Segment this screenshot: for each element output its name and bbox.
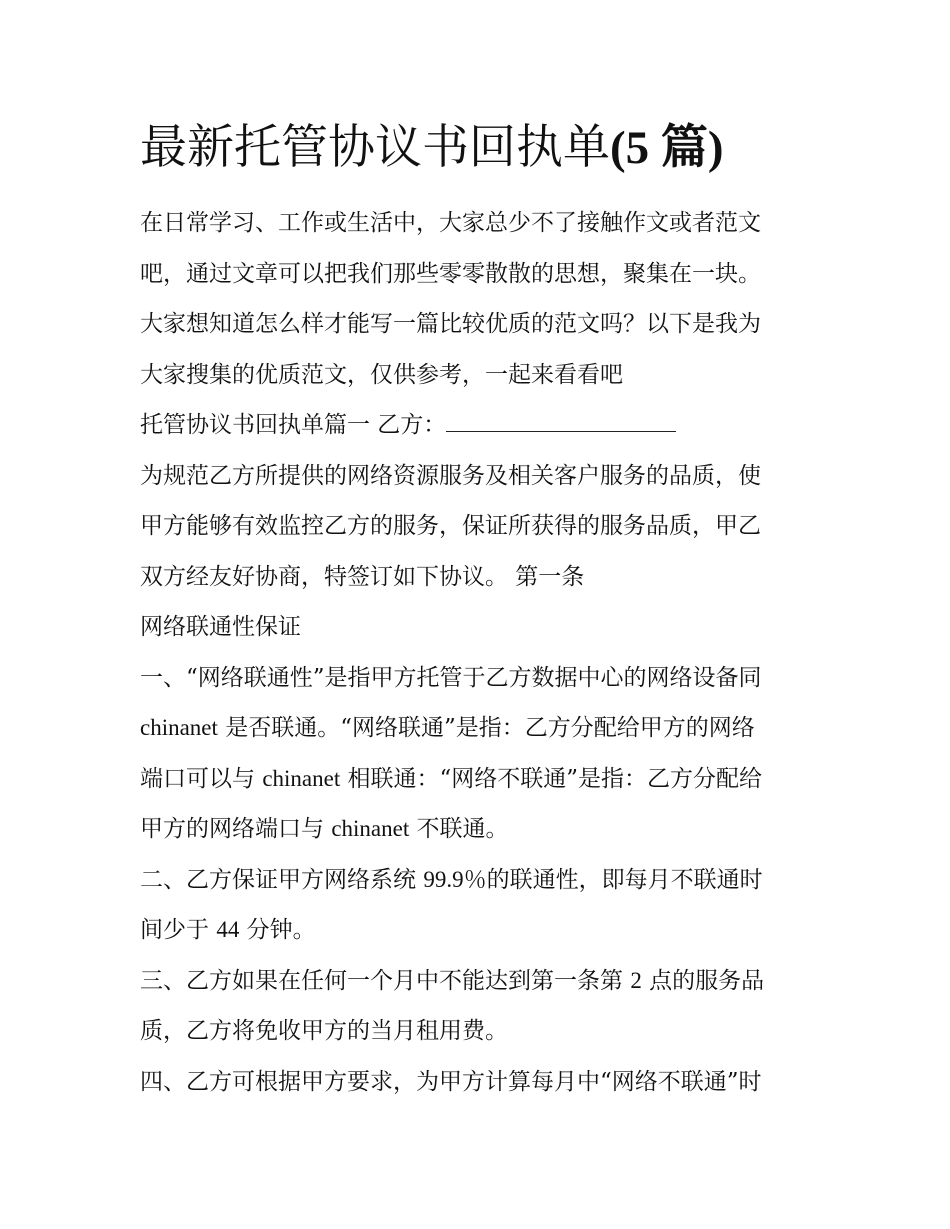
clause-text: 三、乙方如果在任何一个月中不能达到第一条第 [140,967,631,994]
party-b-blank-field [446,411,676,432]
chinanet-term: chinanet [140,715,218,740]
clause-two-line-1 [140,855,820,906]
clause-text: 二、乙方保证甲方网络系统 [140,866,424,893]
article-title: 网络联通性保证 [140,614,301,640]
chinanet-term: chinanet [262,765,341,791]
section-heading-text: 托管协议书回执单篇一 乙方： [140,412,447,438]
uptime-percentage: 99.9 [423,866,464,892]
document-title [140,112,820,184]
document-page [140,112,820,1107]
downtime-minutes: 44 [216,917,240,942]
point-number: 2 [630,967,642,993]
clause-text: 不联通。 [409,816,509,842]
preamble-line-1: 为规范乙方所提供的网络资源服务及相关客户服务的品质，使 [140,462,761,489]
clause-text: 端口可以与 [140,765,263,792]
clause-three-line-2: 质，乙方将免收甲方的当月租用费。 [140,1018,508,1044]
clause-text: 分钟。 [239,917,316,943]
clause-three-line-1 [140,956,820,1007]
intro-line-4: 大家搜集的优质范文，仅供参考，一起来看看吧 [140,361,623,388]
clause-text: ％的联通性，即每月不联通时 [463,866,763,893]
clause-text: 点的服务品 [641,967,765,994]
clause-one-line-4 [140,804,820,855]
clause-four-line-1: 四、乙方可根据甲方要求，为甲方计算每月中“网络不联通”时 [140,1068,762,1095]
clause-two-line-2 [140,905,820,956]
intro-line-1: 在日常学习、工作或生活中，大家总少不了接触作文或者范文 [140,210,761,236]
preamble-line-3: 双方经友好协商，特签订如下协议。 第一条 [140,563,585,590]
clause-one-line-2 [140,703,820,754]
clause-text: 相联通：“网络不联通”是指：乙方分配给 [340,765,763,792]
clause-one-line-3 [140,754,820,805]
title-text: 最新托管协议书回执单 [140,120,610,175]
clause-text: 甲方的网络端口与 [140,816,332,842]
preamble-line-2: 甲方能够有效监控乙方的服务，保证所获得的服务品质，甲乙 [140,513,761,539]
clause-text: 间少于 [140,917,217,943]
section-heading [140,400,820,451]
chinanet-term: chinanet [331,816,410,841]
clause-text: 是否联通。“网络联通”是指：乙方分配给甲方的网络 [217,715,755,741]
clause-one-line-1: 一、“网络联通性”是指甲方托管于乙方数据中心的网络设备同 [140,664,762,691]
intro-line-2: 吧，通过文章可以把我们那些零零散散的思想，聚集在一块。 [140,260,761,287]
intro-line-3: 大家想知道怎么样才能写一篇比较优质的范文吗？以下是我为 [140,311,761,337]
title-suffix: (5 篇) [610,122,724,174]
